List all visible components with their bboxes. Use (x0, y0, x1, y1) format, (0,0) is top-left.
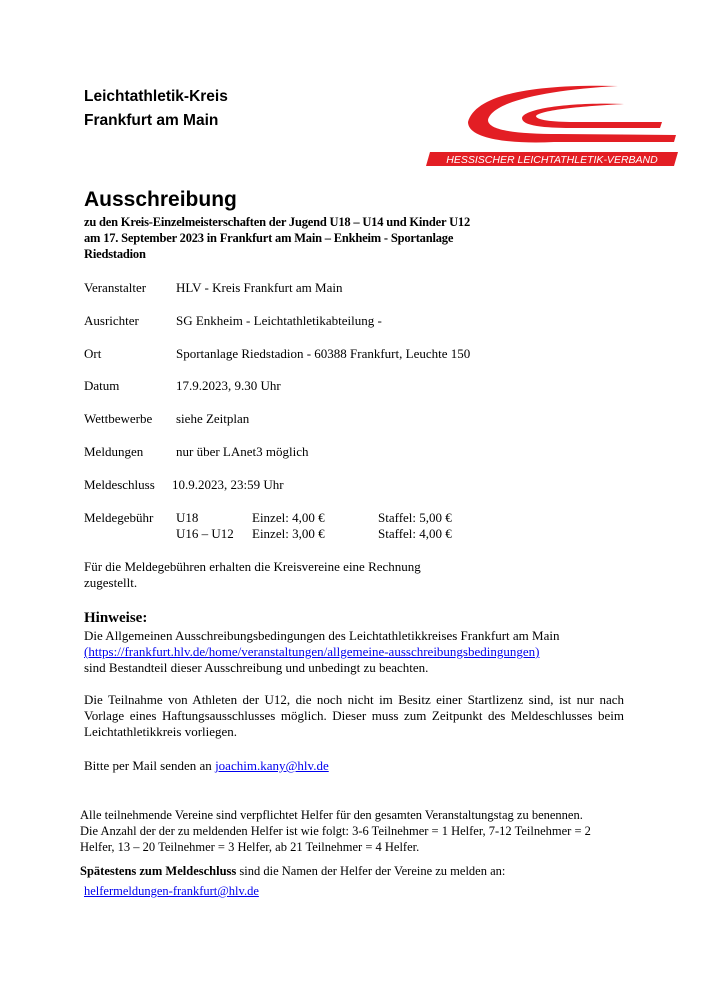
mail-link[interactable]: joachim.kany@hlv.de (215, 758, 329, 773)
fee-einzel-u18: Einzel: 4,00 € (252, 510, 325, 525)
helpers-email-link[interactable]: helfermeldungen-frankfurt@hlv.de (84, 884, 259, 898)
label-datum: Datum (84, 378, 120, 393)
value-datum: 17.9.2023, 9.30 Uhr (176, 378, 281, 393)
fee-staffel-u18: Staffel: 5,00 € (378, 510, 452, 525)
label-meldegebuehr: Meldegebühr (84, 510, 154, 525)
value-wettbewerbe: siehe Zeitplan (176, 411, 250, 426)
value-meldungen: nur über LAnet3 möglich (176, 444, 309, 459)
hints-heading: Hinweise: (84, 610, 148, 626)
hints-p1-text-end: sind Bestandteil dieser Ausschreibung und unbedingt zu beachten. (84, 660, 429, 675)
label-wettbewerbe: Wettbewerbe (84, 411, 153, 426)
helpers-deadline-text: sind die Namen der Helfer der Vereine zu melden an: (236, 864, 506, 878)
label-ausrichter: Ausrichter (84, 313, 139, 328)
hints-paragraph-2: Die Teilnahme von Athleten der U12, die noch nicht im Besitz einer Startlizenz sind, ist nur nach Vorlage eines Haftungsausschlusses möglich. Dieser muss zum Zeitpunkt des Meldeschlusses beim Leichtathletikkreis vorliegen. (84, 692, 624, 739)
fee-einzel-u16-u12: Einzel: 3,00 € (252, 526, 325, 541)
helpers-email-line (84, 883, 624, 899)
helpers-line1: Alle teilnehmende Vereine sind verpflichtet Helfer für den gesamten Veranstaltungstag zu benennen. (80, 808, 583, 822)
helpers-line3: Helfer, 13 – 20 Teilnehmer = 3 Helfer, ab 21 Teilnehmer = 4 Helfer. (80, 840, 420, 854)
subtitle-line1: zu den Kreis-Einzelmeisterschaften der Jugend U18 – U14 und Kinder U12 (84, 215, 471, 229)
org-name-line1: Leichtathletik-Kreis (84, 88, 228, 105)
helpers-line2: Die Anzahl der der zu meldenden Helfer ist wie folgt: 3-6 Teilnehmer = 1 Helfer, 7-12 Teilnehmer = 2 (80, 824, 591, 838)
fee-staffel-u16-u12: Staffel: 4,00 € (378, 526, 452, 541)
helpers-deadline-bold: Spätestens zum Meldeschluss (80, 864, 237, 878)
hints-p1-text: Die Allgemeinen Ausschreibungsbedingungen des Leichtathletikkreises Frankfurt am Main (84, 628, 560, 643)
value-meldeschluss: 10.9.2023, 23:59 Uhr (172, 477, 284, 492)
fee-group-u16-u12: U16 – U12 (176, 526, 234, 541)
hlv-logo-text: HESSISCHER LEICHTATHLETIK-VERBAND (446, 154, 658, 166)
label-ort: Ort (84, 346, 102, 361)
doc-title: Ausschreibung (84, 188, 237, 211)
mail-prefix: Bitte per Mail senden an (84, 758, 216, 773)
helpers-deadline (80, 863, 680, 879)
invoice-note-line2: zugestellt. (84, 575, 138, 590)
helpers-paragraph (80, 807, 680, 855)
org-name-line2: Frankfurt am Main (84, 112, 219, 129)
subtitle-line2: am 17. September 2023 in Frankfurt am Main – Enkheim - Sportanlage (84, 231, 454, 245)
fee-group-u18: U18 (176, 510, 199, 525)
hlv-logo-swoosh (468, 86, 676, 143)
label-meldungen: Meldungen (84, 444, 144, 459)
value-veranstalter: HLV - Kreis Frankfurt am Main (176, 280, 343, 295)
label-veranstalter: Veranstalter (84, 280, 147, 295)
hints-paragraph-1 (84, 628, 624, 676)
hints-mail-line (84, 758, 624, 774)
conditions-link[interactable]: (https://frankfurt.hlv.de/home/veranstaltungen/allgemeine-ausschreibungsbedingungen) (84, 644, 540, 659)
subtitle-line3: Riedstadion (84, 247, 146, 261)
value-ausrichter: SG Enkheim - Leichtathletikabteilung - (176, 313, 382, 328)
invoice-note-line1: Für die Meldegebühren erhalten die Kreisvereine eine Rechnung (84, 559, 421, 574)
value-ort: Sportanlage Riedstadion - 60388 Frankfurt, Leuchte 150 (176, 346, 471, 361)
hlv-logo (424, 82, 680, 168)
label-meldeschluss: Meldeschluss (84, 477, 155, 492)
